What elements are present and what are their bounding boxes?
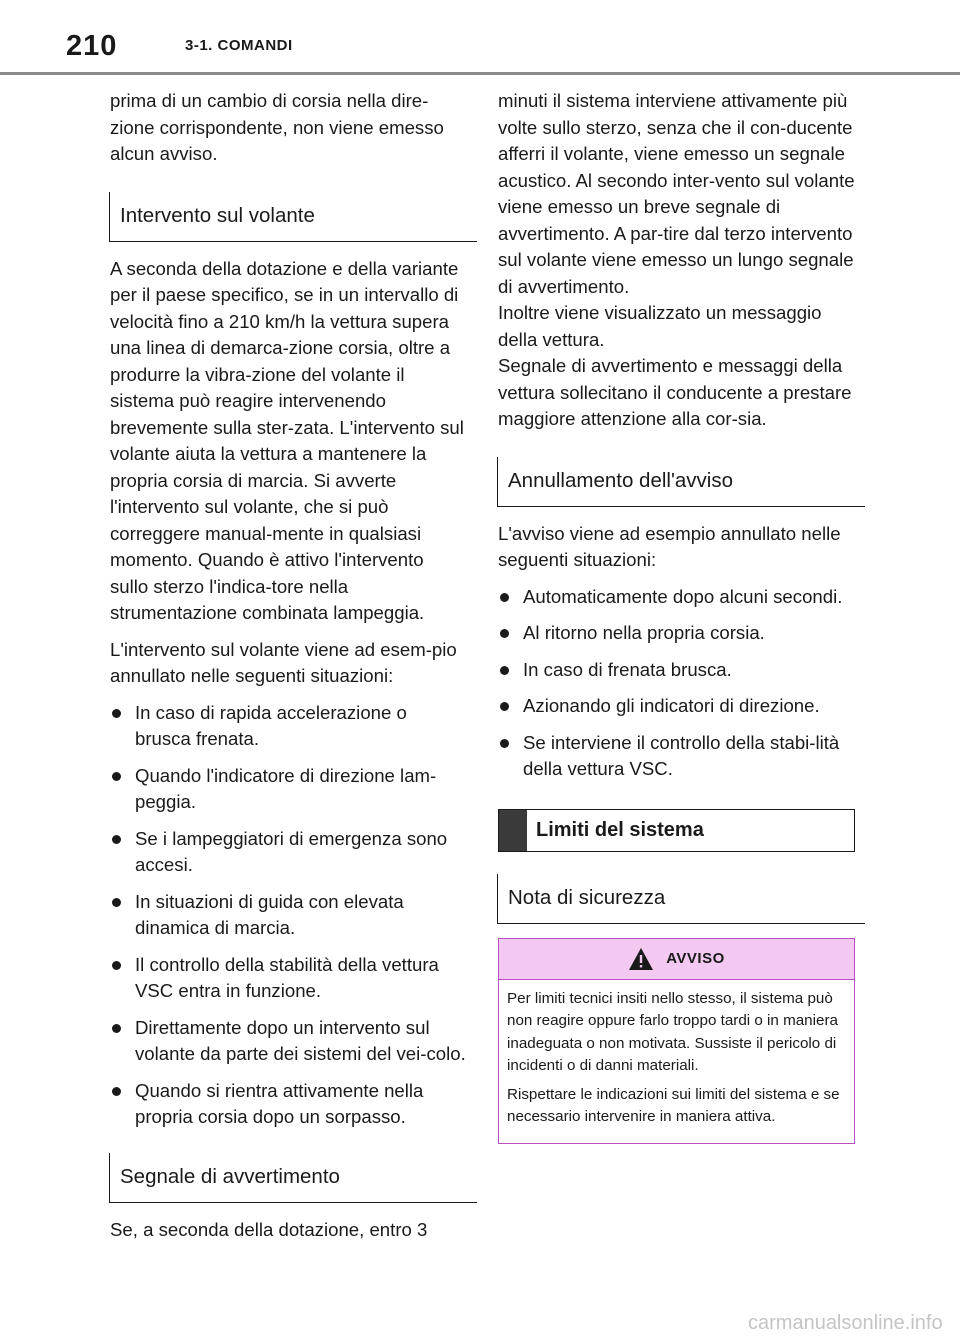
watermark: carmanualsonline.info bbox=[748, 1312, 943, 1334]
bullet-list bbox=[498, 584, 855, 783]
list-item: Quando si rientra attivamente nella propria corsia dopo un sorpasso. bbox=[110, 1078, 467, 1131]
list-item: Azionando gli indicatori di direzione. bbox=[498, 693, 855, 720]
warning-box bbox=[498, 938, 855, 1144]
paragraph: L'intervento sul volante viene ad esem-pio annullato nelle seguenti situazioni: bbox=[110, 638, 457, 686]
bullet-list bbox=[110, 700, 467, 1131]
list-item: In caso di frenata brusca. bbox=[498, 657, 855, 684]
warning-header bbox=[499, 939, 854, 980]
bullet-dot-icon bbox=[112, 898, 121, 907]
warning-body bbox=[499, 980, 854, 1143]
bullet-dot-icon bbox=[500, 666, 509, 675]
intro-paragraph: prima di un cambio di corsia nella dire-zione corrispondente, non viene emesso alcun avviso. bbox=[110, 90, 444, 164]
section-title: Nota di sicurezza bbox=[508, 885, 666, 909]
right-column bbox=[498, 88, 855, 1144]
section-heading-intervento bbox=[109, 192, 477, 242]
paragraph: Se, a seconda della dotazione, entro 3 bbox=[110, 1218, 428, 1240]
header-divider bbox=[0, 72, 960, 75]
list-item: Quando l'indicatore di direzione lam-peggia. bbox=[110, 763, 467, 816]
bullet-dot-icon bbox=[112, 709, 121, 718]
list-item: Se i lampeggiatori di emergenza sono accesi. bbox=[110, 826, 467, 879]
paragraph: L'avviso viene ad esempio annullato nelle seguenti situazioni: bbox=[498, 522, 841, 570]
paragraph: minuti il sistema interviene attivamente più volte sullo sterzo, senza che il con-ducente afferri il volante, viene emesso un segnale acustico. Al secondo inter-vento sul volante viene emesso un breve segnale di avvertimento. A par-tire dal terzo intervento sul volante viene emesso un lungo segnale di avvertimento. bbox=[498, 90, 855, 297]
list-item: Automaticamente dopo alcuni secondi. bbox=[498, 584, 855, 611]
list-item: In caso di rapida accelerazione o brusca frenata. bbox=[110, 700, 467, 753]
bullet-dot-icon bbox=[500, 739, 509, 748]
paragraph: Segnale di avvertimento e messaggi della vettura sollecitano il conducente a prestare maggiore attenzione alla cor-sia. bbox=[498, 355, 852, 429]
list-item: Al ritorno nella propria corsia. bbox=[498, 620, 855, 647]
chapter-subheading-limiti bbox=[498, 809, 855, 852]
bullet-dot-icon bbox=[112, 835, 121, 844]
bullet-dot-icon bbox=[112, 772, 121, 781]
page-number: 210 bbox=[66, 30, 118, 62]
left-column bbox=[110, 88, 467, 1243]
list-item: Se interviene il controllo della stabi-lità della vettura VSC. bbox=[498, 730, 855, 783]
section-title: Annullamento dell'avviso bbox=[508, 468, 733, 492]
section-title: Segnale di avvertimento bbox=[120, 1164, 340, 1188]
list-item: In situazioni di guida con elevata dinamica di marcia. bbox=[110, 889, 467, 942]
bullet-dot-icon bbox=[112, 1024, 121, 1033]
warning-triangle-icon bbox=[628, 947, 654, 971]
heading-marker-block bbox=[499, 810, 527, 851]
section-title: Intervento sul volante bbox=[120, 203, 315, 227]
section-heading-nota bbox=[497, 874, 865, 924]
warning-paragraph: Per limiti tecnici insiti nello stesso, il sistema può non reagire oppure farlo troppo tardi o in maniera inadeguata o non motivata. Sussiste il pericolo di incidenti o di danni materiali. bbox=[507, 989, 838, 1074]
section-heading-segnale bbox=[109, 1153, 477, 1203]
list-item: Direttamente dopo un intervento sul volante da parte dei sistemi del vei-colo. bbox=[110, 1015, 467, 1068]
bullet-dot-icon bbox=[500, 702, 509, 711]
bullet-dot-icon bbox=[500, 629, 509, 638]
list-item: Il controllo della stabilità della vettura VSC entra in funzione. bbox=[110, 952, 467, 1005]
bullet-dot-icon bbox=[112, 1087, 121, 1096]
paragraph: Inoltre viene visualizzato un messaggio della vettura. bbox=[498, 302, 822, 350]
warning-paragraph: Rispettare le indicazioni sui limiti del sistema e se necessario intervenire in maniera attiva. bbox=[507, 1085, 840, 1125]
limiti-title: Limiti del sistema bbox=[536, 818, 704, 841]
warning-title: AVVISO bbox=[666, 950, 725, 967]
paragraph: A seconda della dotazione e della variante per il paese specifico, se in un intervallo di velocità fino a 210 km/h la vettura supera una linea di demarca-zione corsia, oltre a produrre la vibra-zione del volante il sistema può reagire intervenendo brevemente sulla ster-zata. L'intervento sul volante aiuta la vettura a mantenere la propria corsia di marcia. Si avverte l'intervento sul volante, che si può correggere manual-mente in qualsiasi momento. Quando è attivo l'intervento sullo sterzo l'indica-tore nella strumentazione combinata lampeggia. bbox=[110, 257, 464, 623]
bullet-dot-icon bbox=[500, 593, 509, 602]
page-header bbox=[0, 0, 960, 76]
bullet-dot-icon bbox=[112, 961, 121, 970]
section-heading-annullamento bbox=[497, 457, 865, 507]
chapter-title: 3-1. COMANDI bbox=[185, 37, 293, 54]
